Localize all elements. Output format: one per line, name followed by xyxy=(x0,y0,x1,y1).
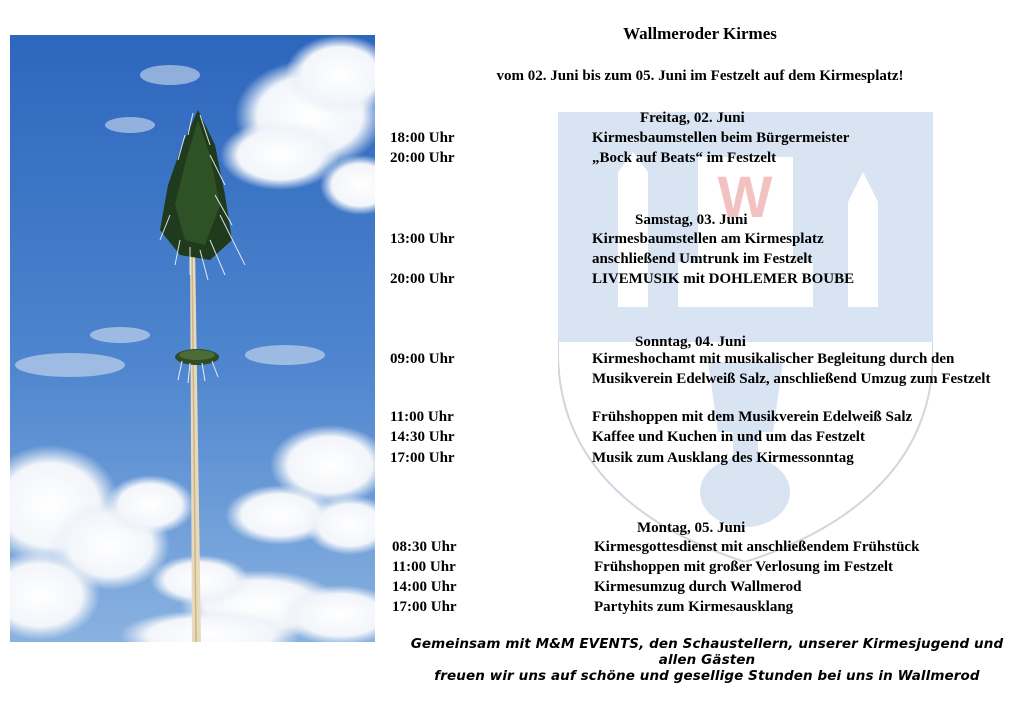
event-description: Kirmesbaumstellen am Kirmesplatz anschließend Umtrunk im Festzelt xyxy=(592,231,824,267)
event-time: 13:00 Uhr xyxy=(390,231,455,247)
event-time: 11:00 Uhr xyxy=(390,409,454,425)
event-time: 17:00 Uhr xyxy=(392,599,457,615)
footer-line-1: Gemeinsam mit M&M EVENTS, den Schaustellern, unserer Kirmesjugend und allen Gästen xyxy=(410,636,1004,668)
day-heading-sunday: Sonntag, 04. Juni xyxy=(635,334,746,350)
crest-letter: W xyxy=(717,165,773,230)
day-heading-friday: Freitag, 02. Juni xyxy=(640,110,745,126)
page-subtitle: vom 02. Juni bis zum 05. Juni im Festzelt auf dem Kirmesplatz! xyxy=(496,68,904,84)
maypole-photo xyxy=(10,35,375,642)
day-heading-saturday: Samstag, 03. Juni xyxy=(635,212,748,228)
event-description: LIVEMUSIK mit DOHLEMER BOUBE xyxy=(592,271,855,287)
event-time: 20:00 Uhr xyxy=(390,150,455,166)
event-time: 09:00 Uhr xyxy=(390,351,455,367)
event-description: Kirmesgottesdienst mit anschließendem Frühstück xyxy=(594,539,920,555)
event-description: „Bock auf Beats“ im Festzelt xyxy=(592,150,777,166)
event-time: 20:00 Uhr xyxy=(390,271,455,287)
event-time: 14:30 Uhr xyxy=(390,429,455,445)
event-description: Partyhits zum Kirmesausklang xyxy=(594,599,794,615)
event-description: Kaffee und Kuchen in und um das Festzelt xyxy=(592,429,865,445)
event-time: 08:30 Uhr xyxy=(392,539,457,555)
event-description: Kirmesbaumstellen beim Bürgermeister xyxy=(592,130,850,146)
footer-line-2: freuen wir uns auf schöne und gesellige Stunden bei uns in Wallmerod xyxy=(434,668,980,684)
event-time: 17:00 Uhr xyxy=(390,450,455,466)
page-title: Wallmeroder Kirmes xyxy=(623,24,777,43)
event-time: 11:00 Uhr xyxy=(392,559,456,575)
event-description: Kirmesumzug durch Wallmerod xyxy=(594,579,802,595)
day-heading-monday: Montag, 05. Juni xyxy=(637,520,746,536)
event-description: Musik zum Ausklang des Kirmessonntag xyxy=(592,450,854,466)
event-description: Kirmeshochamt mit musikalischer Begleitung durch den Musikverein Edelweiß Salz, anschließend Umzug zum Festzelt xyxy=(592,351,991,387)
event-description: Frühshoppen mit großer Verlosung im Festzelt xyxy=(594,559,894,575)
event-time: 18:00 Uhr xyxy=(390,130,455,146)
event-description: Frühshoppen mit dem Musikverein Edelweiß Salz xyxy=(592,409,913,425)
event-time: 14:00 Uhr xyxy=(392,579,457,595)
